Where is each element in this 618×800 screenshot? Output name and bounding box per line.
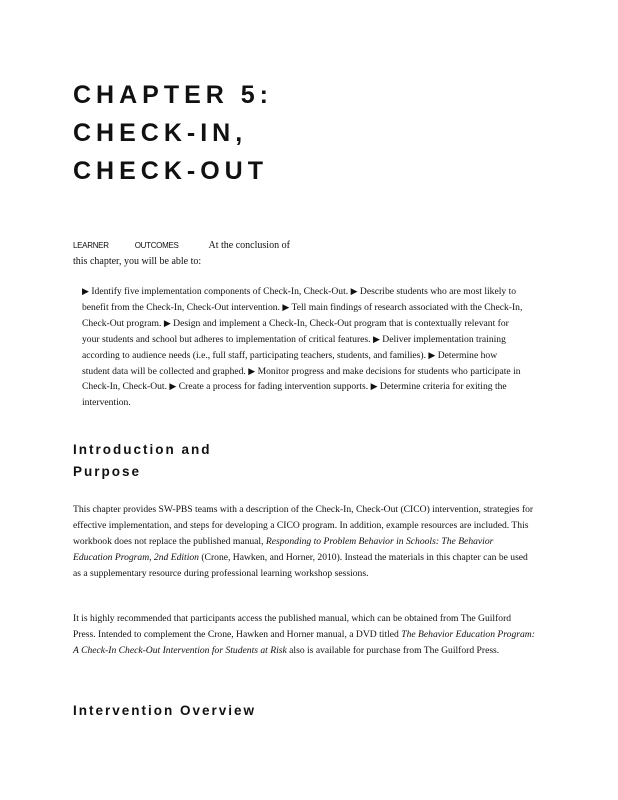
outcome-item: Deliver implementation training according to audience needs (i.e., full staff, participating teachers, students, and families). <box>82 333 506 361</box>
intro-p2-text-a: It is highly recommended that participants access the published manual, which can be obtained from The Guilford Press. Intended to complement the Crone, Hawken and Horner manual, a DVD titled <box>73 613 512 640</box>
outcome-item: Describe students who are most likely to benefit from the Check-In, Check-Out intervention. <box>82 286 517 313</box>
introduction-heading <box>73 439 211 483</box>
chapter-title-line-3: CHECK-OUT <box>73 157 268 185</box>
learner-lead-text: At the conclusion of <box>208 240 290 251</box>
introduction-heading-line-1: Introduction and <box>73 442 212 457</box>
outcome-item: Design and implement a Check-In, Check-Out program that is contextually relevant for your students and school but adheres to implementation of critical features. <box>82 317 509 345</box>
learner-outcomes-intro <box>73 238 333 270</box>
intro-p2-text-b: also is available for purchase from The Guilford Press. <box>286 645 500 656</box>
learner-lead-text-2: this chapter, you will be able to: <box>73 256 202 267</box>
chapter-title <box>73 76 273 190</box>
triangle-bullet-icon: ▶ <box>248 365 256 376</box>
intro-paragraph-2 <box>73 611 535 659</box>
triangle-bullet-icon: ▶ <box>282 301 290 312</box>
outcome-item: Identify five implementation components of Check-In, Check-Out. <box>91 286 349 297</box>
intro-p1-text-a: This chapter provides SW-PBS teams with a description of the Check-In, Check-Out (CICO) intervention, strategies for effective implementation, and steps for developing a CICO program. In addition, example resources are included. This workbook does not replace the published manual, <box>73 504 534 547</box>
outcomes-tag: OUTCOMES <box>134 241 179 250</box>
triangle-bullet-icon: ▶ <box>82 286 89 296</box>
triangle-bullet-icon: ▶ <box>163 317 171 328</box>
dvd-title: The Behavior Education Program: A Check-In Check-Out Intervention for Students at Risk <box>73 629 535 656</box>
outcome-item: Monitor progress and make decisions for students who participate in Check-In, Check-Out. <box>82 365 521 393</box>
triangle-bullet-icon: ▶ <box>350 286 358 296</box>
learner-tag: LEARNER <box>73 241 109 250</box>
chapter-title-line-2: CHECK-IN, <box>73 119 248 147</box>
manual-title: Responding to Problem Behavior in Schools: The Behavior Education Program, 2nd Edition <box>73 536 494 563</box>
intro-p1-text-b: (Crone, Hawken, and Horner, 2010). Instead the materials in this chapter can be used as a supplementary resource during professional learning workshop sessions. <box>73 552 528 579</box>
triangle-bullet-icon: ▶ <box>169 381 177 392</box>
chapter-title-line-1: CHAPTER 5: <box>73 81 274 109</box>
outcome-item: Determine criteria for exiting the intervention. <box>82 381 507 409</box>
triangle-bullet-icon: ▶ <box>428 349 436 360</box>
introduction-heading-line-2: Purpose <box>73 464 142 479</box>
outcomes-list <box>82 284 527 411</box>
outcome-item: Tell main findings of research associated with the Check-In, Check-Out program. <box>82 301 523 329</box>
triangle-bullet-icon: ▶ <box>372 333 380 344</box>
intervention-overview-heading: Intervention Overview <box>73 703 257 718</box>
outcome-item: Create a process for fading intervention supports. <box>178 381 369 393</box>
outcome-item: Determine how student data will be collected and graphed. <box>82 349 498 377</box>
intro-paragraph-1 <box>73 502 535 582</box>
triangle-bullet-icon: ▶ <box>370 381 378 392</box>
